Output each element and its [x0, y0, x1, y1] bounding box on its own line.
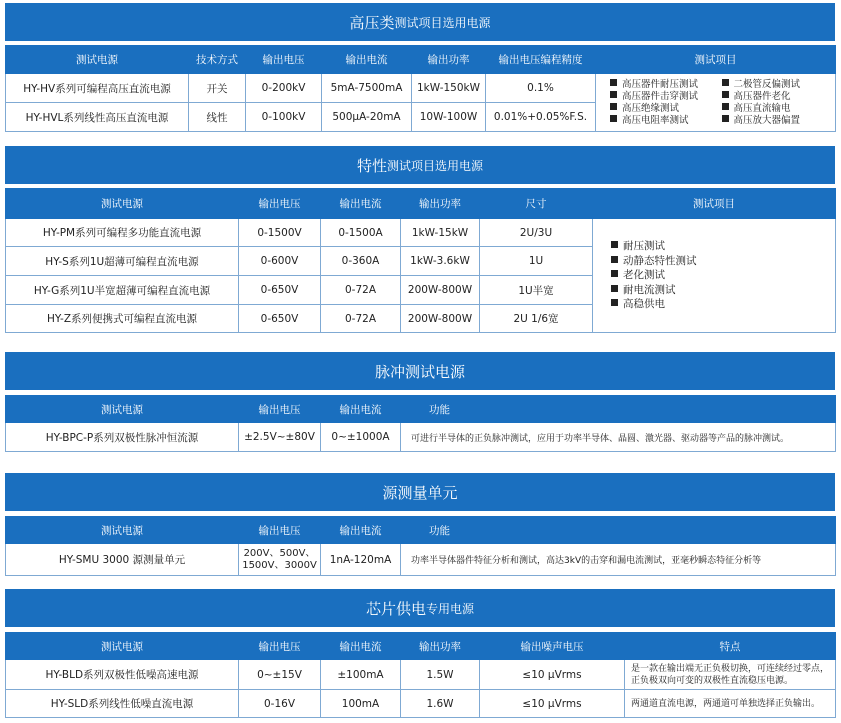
cell: 是一款在输出端无正负极切换，可连续经过零点，正负极双向可变的双极性直流稳压电源。	[625, 660, 836, 690]
cell: 0-16V	[239, 690, 321, 718]
cell: HY-Z系列便携式可编程直流电源	[6, 305, 239, 333]
col-header: 输出功率	[412, 46, 486, 74]
cell: 1kW-3.6kW	[401, 247, 480, 276]
section-banner-smu	[5, 473, 835, 511]
cell: 2U 1/6宽	[480, 305, 593, 333]
cell: 两通道直流电源，两通道可单独选择正负输出。	[625, 690, 836, 718]
cell: 0-650V	[239, 305, 321, 333]
cell: 0-72A	[321, 305, 401, 333]
test-item: 二极管反偏测试	[722, 79, 834, 91]
banner-title: 高压类	[349, 13, 395, 32]
banner-subtitle: 专用电源	[426, 601, 475, 616]
col-header: 输出电流	[322, 46, 412, 74]
test-item: 高稳供电	[611, 297, 833, 312]
cell-line: 200V、500V、	[243, 547, 316, 559]
section-banner-high-voltage	[5, 3, 835, 41]
cell: 1U	[480, 247, 593, 276]
col-header: 输出功率	[401, 633, 480, 660]
test-item: 高压放大器偏置	[722, 115, 834, 127]
col-header: 测试电源	[6, 46, 189, 74]
cell: 0-600V	[239, 247, 321, 276]
banner-title: 特性	[356, 156, 387, 175]
col-header: 输出噪声电压	[480, 633, 625, 660]
col-header: 输出功率	[401, 189, 480, 219]
col-header: 输出电压	[239, 189, 321, 219]
cell: 0-650V	[239, 276, 321, 305]
col-header: 输出电流	[321, 396, 401, 423]
col-header: 输出电流	[321, 633, 401, 660]
banner-subtitle: 测试项目选用电源	[394, 15, 491, 30]
cell: 1.6W	[401, 690, 480, 718]
col-header: 功能	[401, 396, 836, 423]
cell: 0.1%	[486, 74, 596, 103]
cell: HY-HV系列可编程高压直流电源	[6, 74, 189, 103]
table-row	[6, 544, 836, 576]
chip-power-table	[5, 632, 836, 718]
cell: ≤10 μVrms	[480, 660, 625, 690]
smu-table	[5, 516, 836, 576]
col-header: 测试项目	[593, 189, 836, 219]
cell: HY-S系列1U超薄可编程直流电源	[6, 247, 239, 276]
cell: 1nA-120mA	[321, 544, 401, 576]
cell: 0-200kV	[246, 74, 322, 103]
test-item: 动静态特性测试	[611, 254, 833, 269]
col-header: 特点	[625, 633, 836, 660]
cell: ±2.5V~±80V	[239, 423, 321, 452]
col-header: 输出电压编程精度	[486, 46, 596, 74]
cell: 200W-800W	[401, 276, 480, 305]
high-voltage-table	[5, 45, 836, 132]
section-banner-characteristics	[5, 146, 835, 184]
cell: HY-G系列1U半宽超薄可编程直流电源	[6, 276, 239, 305]
test-item: 耐电流测试	[611, 283, 833, 298]
col-header: 输出电压	[246, 46, 322, 74]
cell: ≤10 μVrms	[480, 690, 625, 718]
cell: HY-SMU 3000 源测量单元	[6, 544, 239, 576]
cell-line: 1500V、3000V	[242, 559, 317, 571]
table-row	[6, 219, 836, 247]
col-header: 输出电压	[239, 517, 321, 544]
test-item: 高压器件击穿测试	[610, 91, 722, 103]
cell: 0~±1000A	[321, 423, 401, 452]
cell: 功率半导体器件特征分析和测试，高达3kV的击穿和漏电流测试，亚毫秒瞬态特征分析等	[401, 544, 836, 576]
col-header: 测试项目	[596, 46, 836, 74]
cell: 0-72A	[321, 276, 401, 305]
col-header: 输出电压	[239, 633, 321, 660]
pulse-table	[5, 395, 836, 452]
cell: 2U/3U	[480, 219, 593, 247]
col-header: 测试电源	[6, 396, 239, 423]
test-items	[593, 219, 836, 333]
cell: HY-PM系列可编程多功能直流电源	[6, 219, 239, 247]
cell: HY-BPC-P系列双极性脉冲恒流源	[6, 423, 239, 452]
col-header: 输出电流	[321, 189, 401, 219]
test-item: 高压直流输电	[722, 103, 834, 115]
cell: 可进行半导体的正负脉冲测试，应用于功率半导体、晶圆、激光器、驱动器等产品的脉冲测试。	[401, 423, 836, 452]
test-item: 高压绝缘测试	[610, 103, 722, 115]
cell: 5mA-7500mA	[322, 74, 412, 103]
test-item: 高压器件耐压测试	[610, 79, 722, 91]
cell: 0-1500A	[321, 219, 401, 247]
table-row	[6, 660, 836, 690]
cell: 开关	[189, 74, 246, 103]
section-banner-pulse	[5, 352, 835, 390]
cell: 1U半宽	[480, 276, 593, 305]
col-header: 测试电源	[6, 189, 239, 219]
cell: 0~±15V	[239, 660, 321, 690]
cell: 1kW-15kW	[401, 219, 480, 247]
cell: 200W-800W	[401, 305, 480, 333]
banner-subtitle: 测试项目选用电源	[387, 158, 484, 173]
section-banner-chip-power	[5, 589, 835, 627]
cell: 100mA	[321, 690, 401, 718]
characteristics-table	[5, 188, 836, 333]
cell: HY-BLD系列双极性低噪高速电源	[6, 660, 239, 690]
cell	[239, 544, 321, 576]
cell: 1.5W	[401, 660, 480, 690]
cell: ±100mA	[321, 660, 401, 690]
table-row	[6, 423, 836, 452]
cell: 0-360A	[321, 247, 401, 276]
test-item: 老化测试	[611, 268, 833, 283]
cell: 0.01%+0.05%F.S.	[486, 103, 596, 132]
col-header: 尺寸	[480, 189, 593, 219]
col-header: 功能	[401, 517, 836, 544]
banner-title: 芯片供电	[365, 599, 426, 618]
test-item: 高压器件老化	[722, 91, 834, 103]
cell: 10W-100W	[412, 103, 486, 132]
col-header: 测试电源	[6, 517, 239, 544]
banner-title: 脉冲测试电源	[374, 362, 465, 381]
banner-title: 源测量单元	[382, 483, 458, 502]
cell: 线性	[189, 103, 246, 132]
test-item: 耐压测试	[611, 239, 833, 254]
cell: 0-100kV	[246, 103, 322, 132]
cell: 0-1500V	[239, 219, 321, 247]
col-header: 测试电源	[6, 633, 239, 660]
col-header: 技术方式	[189, 46, 246, 74]
table-row	[6, 690, 836, 718]
cell: 1kW-150kW	[412, 74, 486, 103]
cell: HY-SLD系列线性低噪直流电源	[6, 690, 239, 718]
test-items	[596, 74, 836, 132]
test-item: 高压电阻率测试	[610, 115, 722, 127]
table-row	[6, 74, 836, 103]
cell: 500μA-20mA	[322, 103, 412, 132]
col-header: 输出电压	[239, 396, 321, 423]
cell: HY-HVL系列线性高压直流电源	[6, 103, 189, 132]
col-header: 输出电流	[321, 517, 401, 544]
